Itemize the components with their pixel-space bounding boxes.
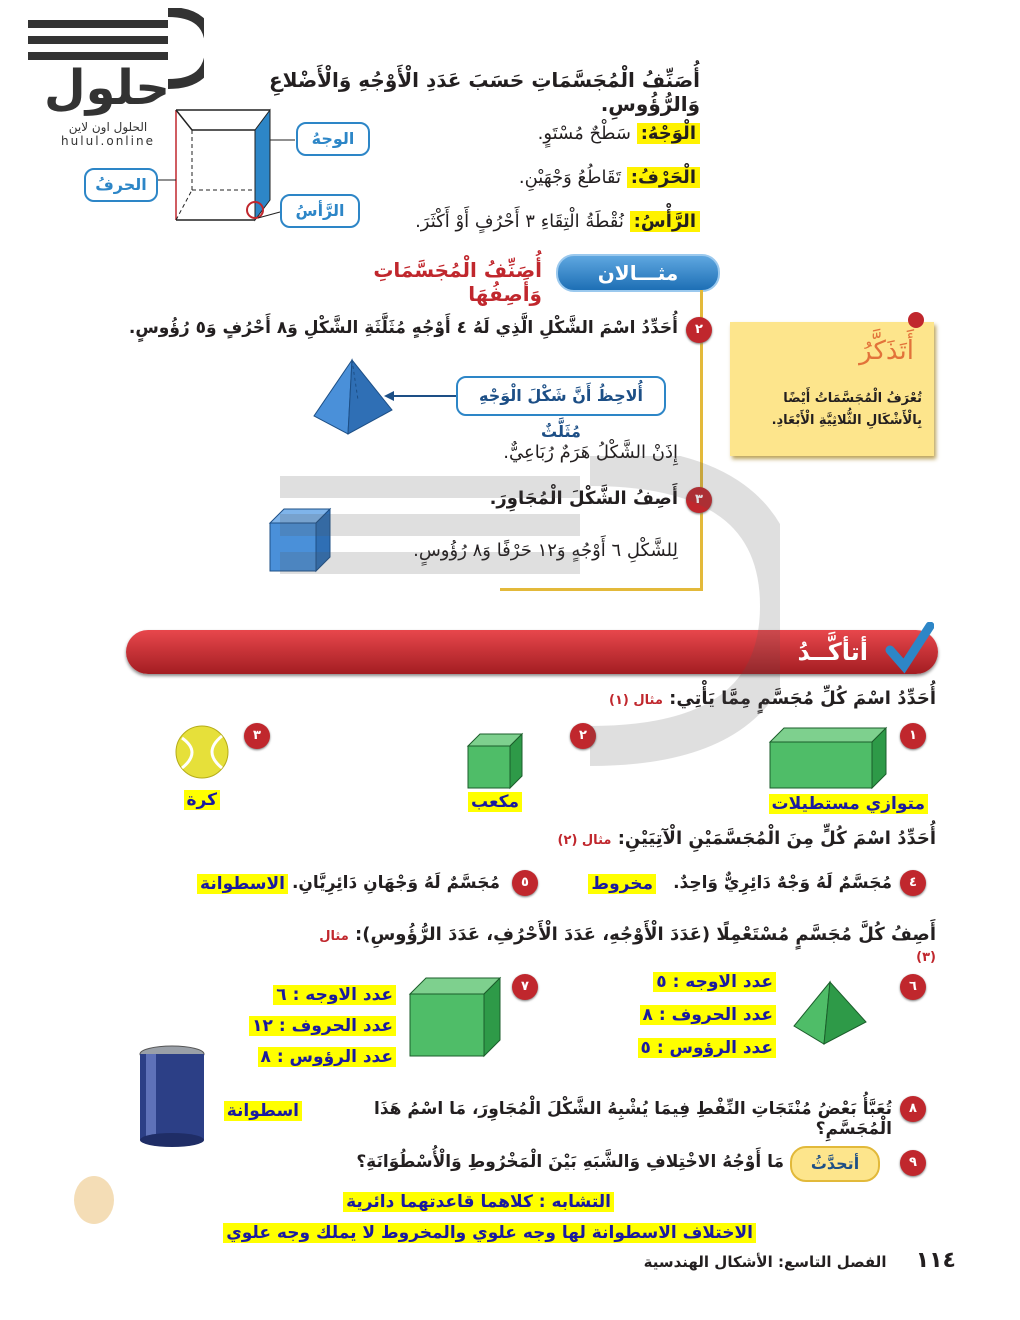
remember-note xyxy=(730,322,934,456)
q4-number: ٤ xyxy=(900,870,926,896)
ex1-number: ٢ xyxy=(686,317,712,343)
q8-text: تُعَبَّأُ بَعْضُ مُنْتَجَاتِ النِّفْطِ فِيمَا يُشْبِهُ الشَّكْلَ الْمُجَاوِرَ، مَا اسْمُ هَذَا الْمُجَسَّمِ؟ xyxy=(374,1099,892,1139)
q6-answer: عدد الاوجه : ٥ عدد الحروف : ٨ عدد الرؤوس : ٥ xyxy=(616,966,776,1065)
page-number: ١١٤ xyxy=(915,1248,956,1273)
q5-answer: الاسطوانة xyxy=(178,874,288,894)
examples-banner: مثـــالان xyxy=(556,254,720,292)
ball-image xyxy=(172,722,232,782)
q4-text: مُجَسَّمٌ لَهُ وَجْهٌ دَائِرِيٌّ وَاحِدٌ. xyxy=(673,873,892,893)
q8-number: ٨ xyxy=(900,1096,926,1122)
q9-answer-similarity: التشابه : كلاهما قاعدتهما دائرية xyxy=(314,1192,614,1212)
check-banner: أتأكَّــدُ xyxy=(126,630,938,674)
watermark-logo-icon xyxy=(260,456,780,816)
q4-answer: مخروط xyxy=(556,874,656,894)
remember-text: تُعْرَفُ الْمُجَسَّمَاتُ أَيْضًا بِالْأَشْكَالِ الثُّلاثِيَّةِ الْأَبْعَادِ. xyxy=(771,391,922,428)
q7-answer: عدد الاوجه : ٦ عدد الحروف : ١٢ عدد الرؤوس : ٨ xyxy=(216,980,396,1073)
def-face: الْوَجْهُ: سَطْحٌ مُسْتَوٍ. xyxy=(380,112,700,156)
q1-question: أُحَدِّدُ اسْمَ كُلِّ مُجَسَّمٍ مِمَّا يَأْتِي: مثال (١) xyxy=(609,688,936,709)
def-vertex: الرَّأْسُ: نُقْطَةُ الْتِقَاءِ ٣ أَحْرُفٍ أَوْ أَكْثَرَ. xyxy=(380,200,700,244)
item1-number: ١ xyxy=(900,723,926,749)
q5-number: ٥ xyxy=(512,870,538,896)
ex2-number: ٣ xyxy=(686,487,712,513)
q9-text: مَا أَوْجُهُ الاخْتِلافِ وَالشَّبَهِ بَيْنَ الْمَخْرُوطِ وَالْأُسْطُوَانَةِ؟ xyxy=(356,1152,784,1172)
footer xyxy=(536,1248,956,1273)
oil-can-image xyxy=(136,1044,208,1148)
ex2-answer: لِلشَّكْلِ ٦ أَوْجُهٍ وَ١٢ حَرْفًا وَ٨ رُؤُوسٍ. xyxy=(413,540,678,561)
chapter-label: الفصل التاسع: xyxy=(777,1253,887,1271)
checkmark-icon xyxy=(884,622,934,674)
logo-latin: hulul.online xyxy=(61,134,155,148)
definitions-list xyxy=(380,112,700,244)
cube-green-2-image xyxy=(406,976,504,1060)
q6-number: ٦ xyxy=(900,974,926,1000)
item2-number: ٢ xyxy=(570,723,596,749)
intro-title: أُصَنِّفُ الْمُجَسَّمَاتِ حَسَبَ عَدَدِ الْأَوْجُهِ وَالْأَضْلاعِ وَالرُّؤُوسِ. xyxy=(268,68,700,116)
item2-answer: مكعب xyxy=(422,792,522,812)
q8-answer: اسطوانة xyxy=(202,1101,302,1121)
pin-icon xyxy=(908,312,924,328)
q5-text: مُجَسَّمٌ لَهُ وَجْهَانِ دَائِرِيَّانِ. xyxy=(291,873,500,893)
q9-number: ٩ xyxy=(900,1150,926,1176)
talk-badge: أتحدَّثُ xyxy=(790,1146,880,1182)
rect-prism-image xyxy=(766,726,890,792)
item3-answer: كرة xyxy=(160,790,220,810)
q3-question: أَصِفُ كُلَّ مُجَسَّمٍ مُسْتَعْمِلًا (عَدَدَ الْأَوْجُهِ، عَدَدَ الْأَحْرُفِ، عَدَدَ الرُّؤُوسِ): مثال (٣) xyxy=(319,924,936,965)
logo-arabic: حلول xyxy=(44,60,170,116)
label-edge: الحرفُ xyxy=(84,168,158,202)
ex2-question: أَصِفُ الشَّكْلَ الْمُجَاوِرَ. xyxy=(489,488,678,509)
chapter-title: الأشكال الهندسية xyxy=(643,1253,773,1271)
label-vertex: الرَّأسُ xyxy=(280,194,360,228)
q9-answer-difference: الاختلاف الاسطوانة لها وجه علوي والمخروط لا يملك وجه علوي xyxy=(176,1223,756,1243)
arrow-icon xyxy=(384,389,456,403)
ex1-question: أُحَدِّدُ اسْمَ الشَّكْلِ الَّذِي لَهُ ٤ أَوْجُهٍ مُثَلَّثَةِ الشَّكْلِ وَ٨ أَحْرُفٍ وَ٥ رُؤُوسٍ. xyxy=(128,318,678,338)
q2-question: أُحَدِّدُ اسْمَ كُلٍّ مِنَ الْمُجَسَّمَيْنِ الْآتِيَيْنِ: مثال (٢) xyxy=(557,828,936,849)
item1-answer: متوازي مستطيلات xyxy=(688,794,928,814)
ex1-note: أُلاحِظُ أَنَّ شَكْلَ الْوَجْهِ مُثَلَّثٌ xyxy=(456,376,666,416)
examples-title: أُصَنِّفُ الْمُجَسَّمَاتِ وَأَصِفُهَا xyxy=(373,258,542,306)
logo-sub-arabic: الحلول اون لاين xyxy=(68,120,148,134)
ex1-answer: إِذَنْ الشَّكْلُ هَرَمٌ رُبَاعِيٌّ. xyxy=(503,442,678,463)
pyramid-green-image xyxy=(790,978,870,1048)
side-decoration-icon xyxy=(74,1176,114,1224)
q7-number: ٧ xyxy=(512,974,538,1000)
label-face: الوجهُ xyxy=(296,122,370,156)
remember-title: أَتَذَكَّرُ xyxy=(859,336,914,366)
item3-number: ٣ xyxy=(244,723,270,749)
def-edge: الْحَرْفُ: تَقَاطُعُ وَجْهَيْنِ. xyxy=(380,156,700,200)
